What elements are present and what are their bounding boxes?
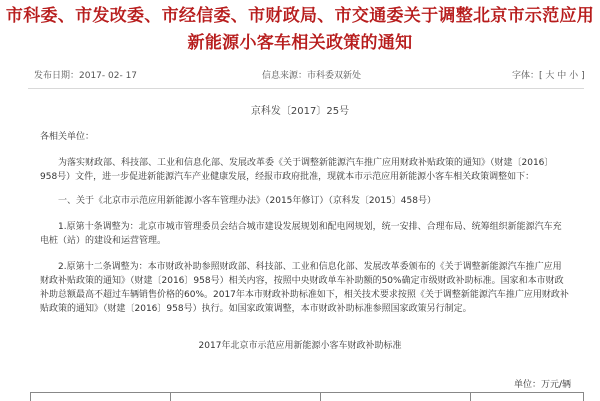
publish-date: 发布日期：2017- 02- 17 [34,71,138,81]
clause-item-1: 1.原第十条调整为：北京市城市管理委员会结合城市建设发展规划和配电网规划，统一安排、合理布局、统筹组织新能源汽车充电桩（站）的建设和运营管理。 [40,222,562,246]
font-size-large-link[interactable]: 大 [545,71,555,81]
font-size-medium-link[interactable]: 中 [557,71,567,81]
article-body [40,124,570,316]
section-heading-1: 一、关于《北京市示范应用新能源小客车管理办法》（2015年修订）（京科发〔2015〕458号） [58,196,436,206]
intro-paragraph: 为落实财政部、科技部、工业和信息化部、发展改革委《关于调整新能源汽车推广应用财政补贴政策的通知》（财建〔2016〕958号）文件，进一步促进新能源汽车产业健康发展，经报市政府批准，现就本市示范应用新能源小客车相关政策调整如下： [40,158,554,182]
title-line-2: 新能源小客车相关政策的通知 [187,33,413,53]
page-header [0,0,600,57]
info-source: 信息来源：市科委双新处 [262,71,362,81]
meta-bar [0,68,600,82]
document-number: 京科发〔2017〕25号 [250,106,350,117]
clause-item-2: 2.原第十二条调整为：本市财政补助参照财政部、科技部、工业和信息化部、发展改革委颁布的《关于调整新能源汽车推广应用财政补贴政策的通知》（财建〔2016〕958号）相关内容，按照中央财政单车补助额的50%确定市级财政补助标准。国家和本市财政补助总额最高不超过车辆销售价格的60%。2017年本市财政补助标准如下，相关技术要求按照《关于调整新能源汽车推广应用财政补贴政策的通知》（财建〔2016〕958号）执行。如国家政策调整，本市财政补助标准参照国家政策另行制定。 [40,262,569,314]
title-line-1: 市科委、市发改委、市经信委、市财政局、市交通委关于调整北京市示范应用 [5,6,595,26]
divider [28,88,584,89]
table-caption: 2017年北京市示范应用新能源小客车财政补助标准 [198,341,402,351]
font-size-small-link[interactable]: 小 [569,71,579,81]
font-size-label: 字体：[ [512,71,543,81]
font-size-bracket-close: ] [581,71,585,81]
page-title [0,3,600,57]
font-size-switcher [512,68,585,81]
salutation: 各相关单位： [40,132,95,142]
subsidy-table-top-edge [0,392,600,400]
table-unit-label: 单位：万元/辆 [514,380,572,390]
